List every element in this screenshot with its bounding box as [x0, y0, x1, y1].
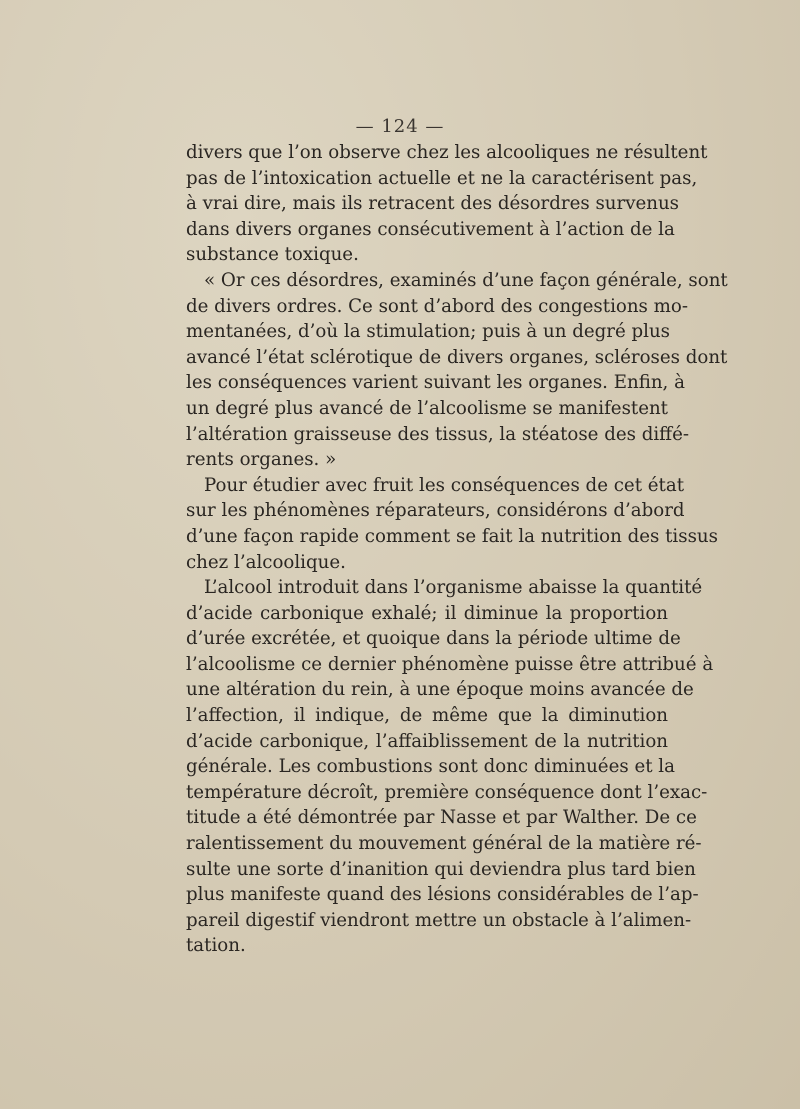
text-line: d’une façon rapide comment se fait la nutrition des tissus — [186, 525, 718, 547]
page-number: — 124 — — [355, 116, 445, 137]
text-line: L’alcool introduit dans l’organisme abaisse la quantité — [204, 577, 703, 599]
text-line: d’acide carbonique, l’affaiblissement de la nutrition — [186, 730, 668, 752]
text-line: sulte une sorte d’inanition qui deviendra plus tard bien — [186, 858, 696, 880]
text-line: une altération du rein, à une époque moins avancée de — [186, 679, 694, 701]
text-line: mentanées, d’où la stimulation; puis à un degré plus — [186, 321, 671, 343]
text-line: pas de l’intoxication actuelle et ne la caractérisent pas, — [186, 167, 698, 189]
text-line: chez l’alcoolique. — [186, 551, 346, 573]
text-line: de divers ordres. Ce sont d’abord des congestions mo- — [186, 295, 689, 317]
text-line: les conséquences varient suivant les organes. Enfin, à — [186, 372, 685, 394]
text-line: un degré plus avancé de l’alcoolisme se manifestent — [186, 397, 668, 419]
text-line: rents organes. » — [186, 449, 337, 471]
text-line: l’alcoolisme ce dernier phénomène puisse être attribué à — [186, 653, 714, 675]
text-line: « Or ces désordres, examinés d’une façon générale, sont — [204, 269, 728, 291]
text-line: substance toxique. — [186, 244, 359, 266]
text-line: tation. — [186, 935, 246, 957]
text-line: Pour étudier avec fruit les conséquences de cet état — [204, 474, 685, 496]
text-line: sur les phénomènes réparateurs, considérons d’abord — [186, 500, 685, 522]
text-line: générale. Les combustions sont donc diminuées et la — [186, 756, 675, 778]
text-line: dans divers organes consécutivement à l’action de la — [186, 218, 675, 240]
text-line: d’acide carbonique exhalé; il diminue la proportion — [186, 602, 668, 624]
text-line: à vrai dire, mais ils retracent des désordres survenus — [186, 193, 679, 215]
text-line: ralentissement du mouvement général de la matière ré- — [186, 833, 702, 855]
text-line: d’urée excrétée, et quoique dans la période ultime de — [186, 628, 681, 650]
text-line: plus manifeste quand des lésions considérables de l’ap- — [186, 884, 699, 906]
text-line: l’altération graisseuse des tissus, la stéatose des diffé- — [186, 423, 690, 445]
text-line: divers que l’on observe chez les alcooliques ne résultent — [186, 142, 708, 163]
text-line: titude a été démontrée par Nasse et par Walther. De ce — [186, 807, 697, 829]
text-line: température décroît, première conséquence dont l’exac- — [186, 781, 708, 803]
text-line: pareil digestif viendront mettre un obstacle à l’alimen- — [186, 909, 692, 931]
text-line: avancé l’état sclérotique de divers organes, scléroses dont — [186, 346, 728, 368]
text-line: l’affection, il indique, de même que la diminution — [186, 705, 668, 727]
body-text — [186, 140, 728, 959]
